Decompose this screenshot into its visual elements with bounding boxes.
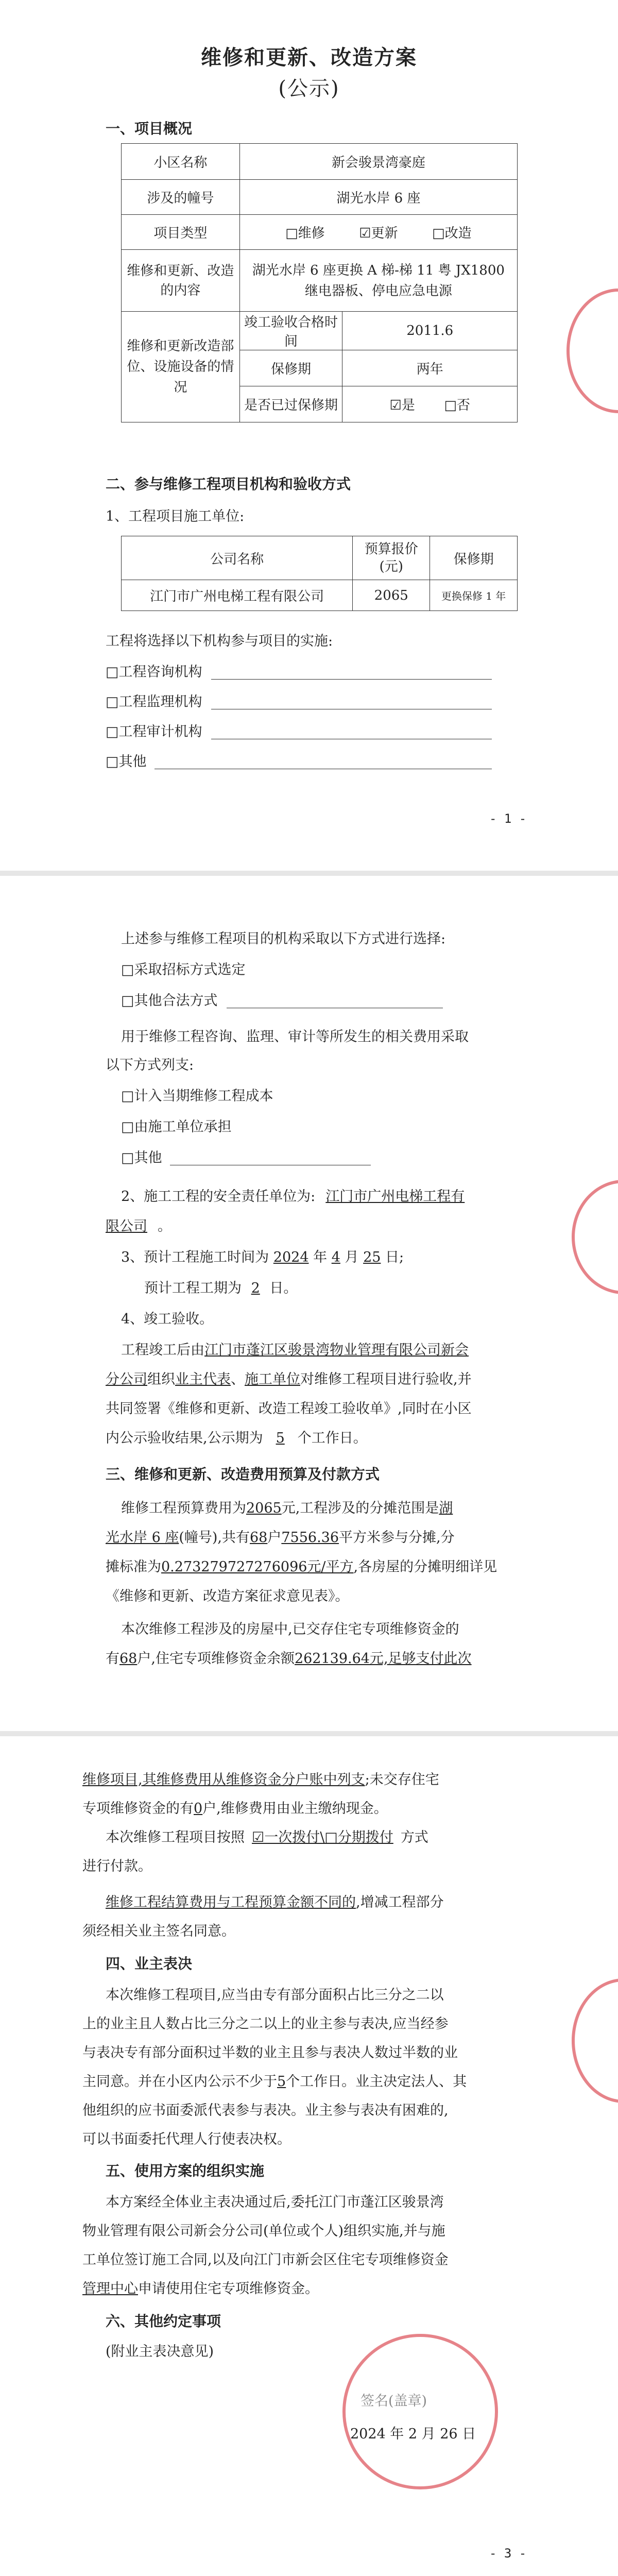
company-seal-stamp	[566, 289, 618, 413]
safety-unit-label: 2、施工工程的安全责任单位为:	[121, 1189, 316, 1205]
year-unit: 年	[313, 1249, 328, 1265]
safety-unit-line-2	[106, 1215, 171, 1235]
cash-text: 户,维修费用由业主缴纳现金。	[202, 1801, 388, 1817]
warranty-expired-options	[342, 386, 518, 422]
company-seal-stamp-4	[572, 1978, 618, 2103]
type-option-repair: □维修	[285, 226, 325, 241]
section-6-heading: 六、其他约定事项	[106, 2313, 221, 2330]
acceptance-para-line-4	[106, 1427, 367, 1447]
warranty-cell: 更换保修 1 年	[430, 580, 518, 611]
section-5-heading: 五、使用方案的组织实施	[106, 2162, 265, 2179]
option-current-cost: □计入当期维修工程成本	[121, 1088, 273, 1104]
section-1-heading: 一、项目概况	[106, 120, 193, 137]
has-text: 有	[106, 1651, 119, 1667]
implement-line-4	[82, 2277, 319, 2297]
branch-name: 分公司	[106, 1371, 147, 1387]
type-option-renovate: □改造	[432, 226, 472, 241]
scope-building: 光水岸 6 座	[106, 1530, 179, 1546]
payment-line-4: 进行付款。	[82, 1858, 152, 1874]
attachment-note: (附业主表决意见)	[106, 2344, 214, 2360]
settlement-text: 维修工程结算费用与工程预算金额不同的	[106, 1894, 356, 1910]
budget-cell: 2065	[353, 580, 430, 611]
warranty-yes-option: ☑是	[389, 398, 415, 413]
households-unit: 户	[267, 1530, 282, 1546]
vote-line-6: 可以书面委托代理人行使表决权。	[82, 2131, 291, 2147]
section-3-heading: 三、维修和更新、改造费用预算及付款方式	[106, 1466, 380, 1483]
company-table	[121, 536, 518, 611]
warranty-period-label: 保修期	[239, 350, 342, 386]
content-label: 维修和更新、改造的内容	[122, 250, 240, 312]
month-unit: 月	[345, 1249, 359, 1265]
company-name-cell: 江门市广州电梯工程有限公司	[122, 580, 353, 611]
area-value: 7556.36	[281, 1530, 339, 1546]
document-page-2	[0, 876, 618, 1731]
duration-days: 2	[251, 1280, 260, 1296]
page-number-1: - 1 -	[489, 811, 527, 826]
community-name-value: 新会骏景湾豪庭	[239, 144, 517, 180]
acceptance-time-label: 竣工验收合格时间	[239, 312, 342, 350]
construction-day: 25	[363, 1249, 381, 1265]
non-deposit-count: 0	[194, 1801, 203, 1817]
contractor: 施工单位	[245, 1371, 300, 1387]
option-other-legal: □其他合法方式	[121, 993, 218, 1009]
section-4-heading: 四、业主表决	[106, 1955, 193, 1972]
document-page-3	[0, 1736, 618, 2576]
budget-header: 预算报价(元)	[353, 536, 430, 580]
construction-unit-item: 1、工程项目施工单位:	[106, 509, 245, 524]
type-option-update: ☑更新	[359, 226, 398, 241]
vote-line-5: 他组织的应书面委派代表参与表决。业主参与表决有困难的,	[82, 2103, 449, 2119]
option-other-cost: □其他	[121, 1150, 162, 1166]
budget-text: 维修工程预算费用为	[121, 1500, 246, 1516]
acceptance-time-value: 2011.6	[342, 312, 518, 350]
acceptance-para-line-2	[106, 1368, 472, 1388]
balance-text: 户,住宅专项维修资金余额	[137, 1651, 295, 1667]
standard-value: 0.273279727276096	[161, 1559, 307, 1575]
content-value: 湖光水岸 6 座更换 A 梯-梯 11 粤 JX1800 继电器板、停电应急电源	[239, 250, 517, 312]
building-value: 湖光水岸 6 座	[239, 180, 517, 215]
construction-month: 4	[331, 1249, 340, 1265]
warranty-header: 保修期	[430, 536, 518, 580]
option-other: □其他	[106, 754, 147, 770]
vote-line-2: 上的业主且人数占比三分之二以上的业主参与表决,应当经参	[82, 2016, 449, 2032]
implement-line-2: 物业管理有限公司新会分公司(单位或个人)组织实施,并与施	[82, 2223, 445, 2239]
day-unit: 日;	[385, 1249, 404, 1265]
document-page-1	[0, 0, 618, 871]
community-name-label: 小区名称	[122, 144, 240, 180]
facility-condition-label: 维修和更新改造部位、设施设备的情况	[122, 312, 240, 422]
section-2-heading: 二、参与维修工程项目机构和验收方式	[106, 476, 351, 493]
scope-start: 湖	[439, 1500, 453, 1516]
construction-time-line	[121, 1246, 404, 1266]
fund-para-line-1: 本次维修工程涉及的房屋中,已交存住宅专项维修资金的	[121, 1621, 459, 1637]
adjustment-text: ,增减工程部分	[356, 1894, 444, 1910]
fund-center-name: 管理中心	[82, 2281, 138, 2297]
budget-para-line-1	[121, 1497, 453, 1517]
vote-line-4	[82, 2070, 467, 2090]
company-name-header: 公司名称	[122, 536, 353, 580]
document-title: 维修和更新、改造方案	[201, 45, 417, 70]
signature-label: 签名(盖章)	[360, 2393, 427, 2409]
households-text: (幢号),共有	[179, 1530, 250, 1546]
non-deposit-label: 专项维修资金的有	[82, 1801, 194, 1817]
project-type-options	[239, 215, 517, 250]
safety-unit-line-1	[121, 1185, 465, 1205]
acceptance-text: 工程竣工后由	[121, 1342, 204, 1358]
budget-para-line-3	[106, 1555, 497, 1575]
vote-line-1: 本次维修工程项目,应当由专有部分面积占比三分之二以	[106, 1987, 444, 2003]
standard-unit: 元/平方	[307, 1559, 354, 1575]
vote-publicity-days: 5	[277, 2074, 286, 2090]
method-text: 方式	[400, 1829, 428, 1845]
scope-text: 元,工程涉及的分摊范围是	[281, 1500, 439, 1516]
non-deposit-text: ;未交存住宅	[365, 1772, 439, 1788]
warranty-period-value: 两年	[342, 350, 518, 386]
budget-para-line-4: 《维修和更新、改造方案征求意见表》。	[106, 1588, 349, 1604]
safety-unit-name-2: 限公司	[106, 1218, 147, 1234]
payment-line-3	[106, 1826, 428, 1846]
apply-text: 申请使用住宅专项维修资金。	[138, 2281, 319, 2297]
payment-line-1	[82, 1768, 439, 1788]
signature-date: 2024 年 2 月 26 日	[350, 2426, 476, 2442]
acceptance-para-line-3: 共同签署《维修和更新、改造工程竣工验收单》,同时在小区	[106, 1401, 472, 1417]
settlement-line-1	[106, 1891, 444, 1911]
implement-line-3: 工单位签订施工合同,以及向江门市新会区住宅专项维修资金	[82, 2252, 449, 2268]
project-info-table	[121, 143, 518, 422]
page-number-3: - 3 -	[489, 2546, 527, 2561]
cost-method-text-2: 以下方式列支:	[106, 1057, 194, 1073]
duration-unit: 日。	[269, 1280, 298, 1296]
detail-text: ,各房屋的分摊明细详见	[353, 1559, 497, 1575]
warranty-expired-label: 是否已过保修期	[239, 386, 342, 422]
fund-para-line-2	[106, 1647, 472, 1667]
implement-line-1: 本方案经全体业主表决通过后,委托江门市蓬江区骏景湾	[106, 2194, 444, 2210]
construction-time-label: 3、预计工程施工时间为	[121, 1249, 269, 1265]
budget-para-line-2	[106, 1526, 455, 1546]
option-bidding: □采取招标方式选定	[121, 962, 246, 978]
sufficient-text: 元,足够支付此次	[369, 1651, 472, 1667]
fund-source-text: 维修项目,其维修费用从维修资金分户账中列支	[82, 1772, 365, 1788]
fund-balance: 262139.64	[294, 1651, 370, 1667]
safety-unit-name-1: 江门市广州电梯工程有	[325, 1189, 465, 1205]
duration-line	[144, 1277, 297, 1297]
construction-year: 2024	[273, 1249, 309, 1265]
publicity-days: 5	[276, 1430, 285, 1446]
payment-line-2	[82, 1797, 388, 1817]
selection-method-text: 上述参与维修工程项目的机构采取以下方式进行选择:	[121, 931, 446, 947]
comma: 、	[231, 1371, 245, 1387]
company-seal-stamp-2	[572, 1180, 618, 1294]
choose-institutions-text: 工程将选择以下机构参与项目的实施:	[106, 633, 333, 649]
standard-text: 摊标准为	[106, 1559, 161, 1575]
acceptance-para-line-1	[121, 1338, 469, 1359]
households-count: 68	[250, 1530, 268, 1546]
acceptance-text-2: 对维修工程项目进行验收,并	[300, 1371, 472, 1387]
building-label: 涉及的幢号	[122, 180, 240, 215]
vote-line-3: 与表决专有部分面积过半数的业主且参与表决人数过半数的业	[82, 2045, 458, 2061]
cost-method-text-1: 用于维修工程咨询、监理、审计等所发生的相关费用采取	[121, 1029, 469, 1045]
deposited-households: 68	[119, 1651, 138, 1667]
company-seal-stamp-3	[342, 2334, 498, 2489]
option-audit: □工程审计机构	[106, 724, 202, 740]
workday-unit: 个工作日。	[297, 1430, 367, 1446]
publicity-text: 内公示验收结果,公示期为	[106, 1430, 263, 1446]
legal-person-text: 个工作日。业主决定法人、其	[286, 2074, 467, 2090]
payment-method-options: ☑一次拨付\□分期拨付	[252, 1829, 393, 1845]
option-contractor-bears: □由施工单位承担	[121, 1119, 232, 1135]
duration-label: 预计工程工期为	[144, 1280, 242, 1296]
property-company-name: 江门市蓬江区骏景湾物业管理有限公司新会	[204, 1342, 469, 1358]
project-type-label: 项目类型	[122, 215, 240, 250]
settlement-line-2: 须经相关业主签名同意。	[82, 1923, 235, 1939]
warranty-no-option: □否	[444, 398, 470, 413]
budget-amount: 2065	[246, 1500, 282, 1516]
owner-rep: 业主代表	[175, 1371, 231, 1387]
organize-text: 组织	[147, 1371, 175, 1387]
publicity-label: 主同意。并在小区内公示不少于	[82, 2074, 277, 2090]
option-consulting: □工程咨询机构	[106, 664, 202, 680]
area-text: 平方米参与分摊,分	[339, 1530, 455, 1546]
completion-acceptance-item: 4、竣工验收。	[121, 1311, 214, 1327]
period-mark: 。	[158, 1218, 171, 1234]
option-supervision: □工程监理机构	[106, 694, 202, 710]
payment-method-label: 本次维修工程项目按照	[106, 1829, 245, 1845]
document-subtitle: (公示)	[278, 77, 340, 100]
